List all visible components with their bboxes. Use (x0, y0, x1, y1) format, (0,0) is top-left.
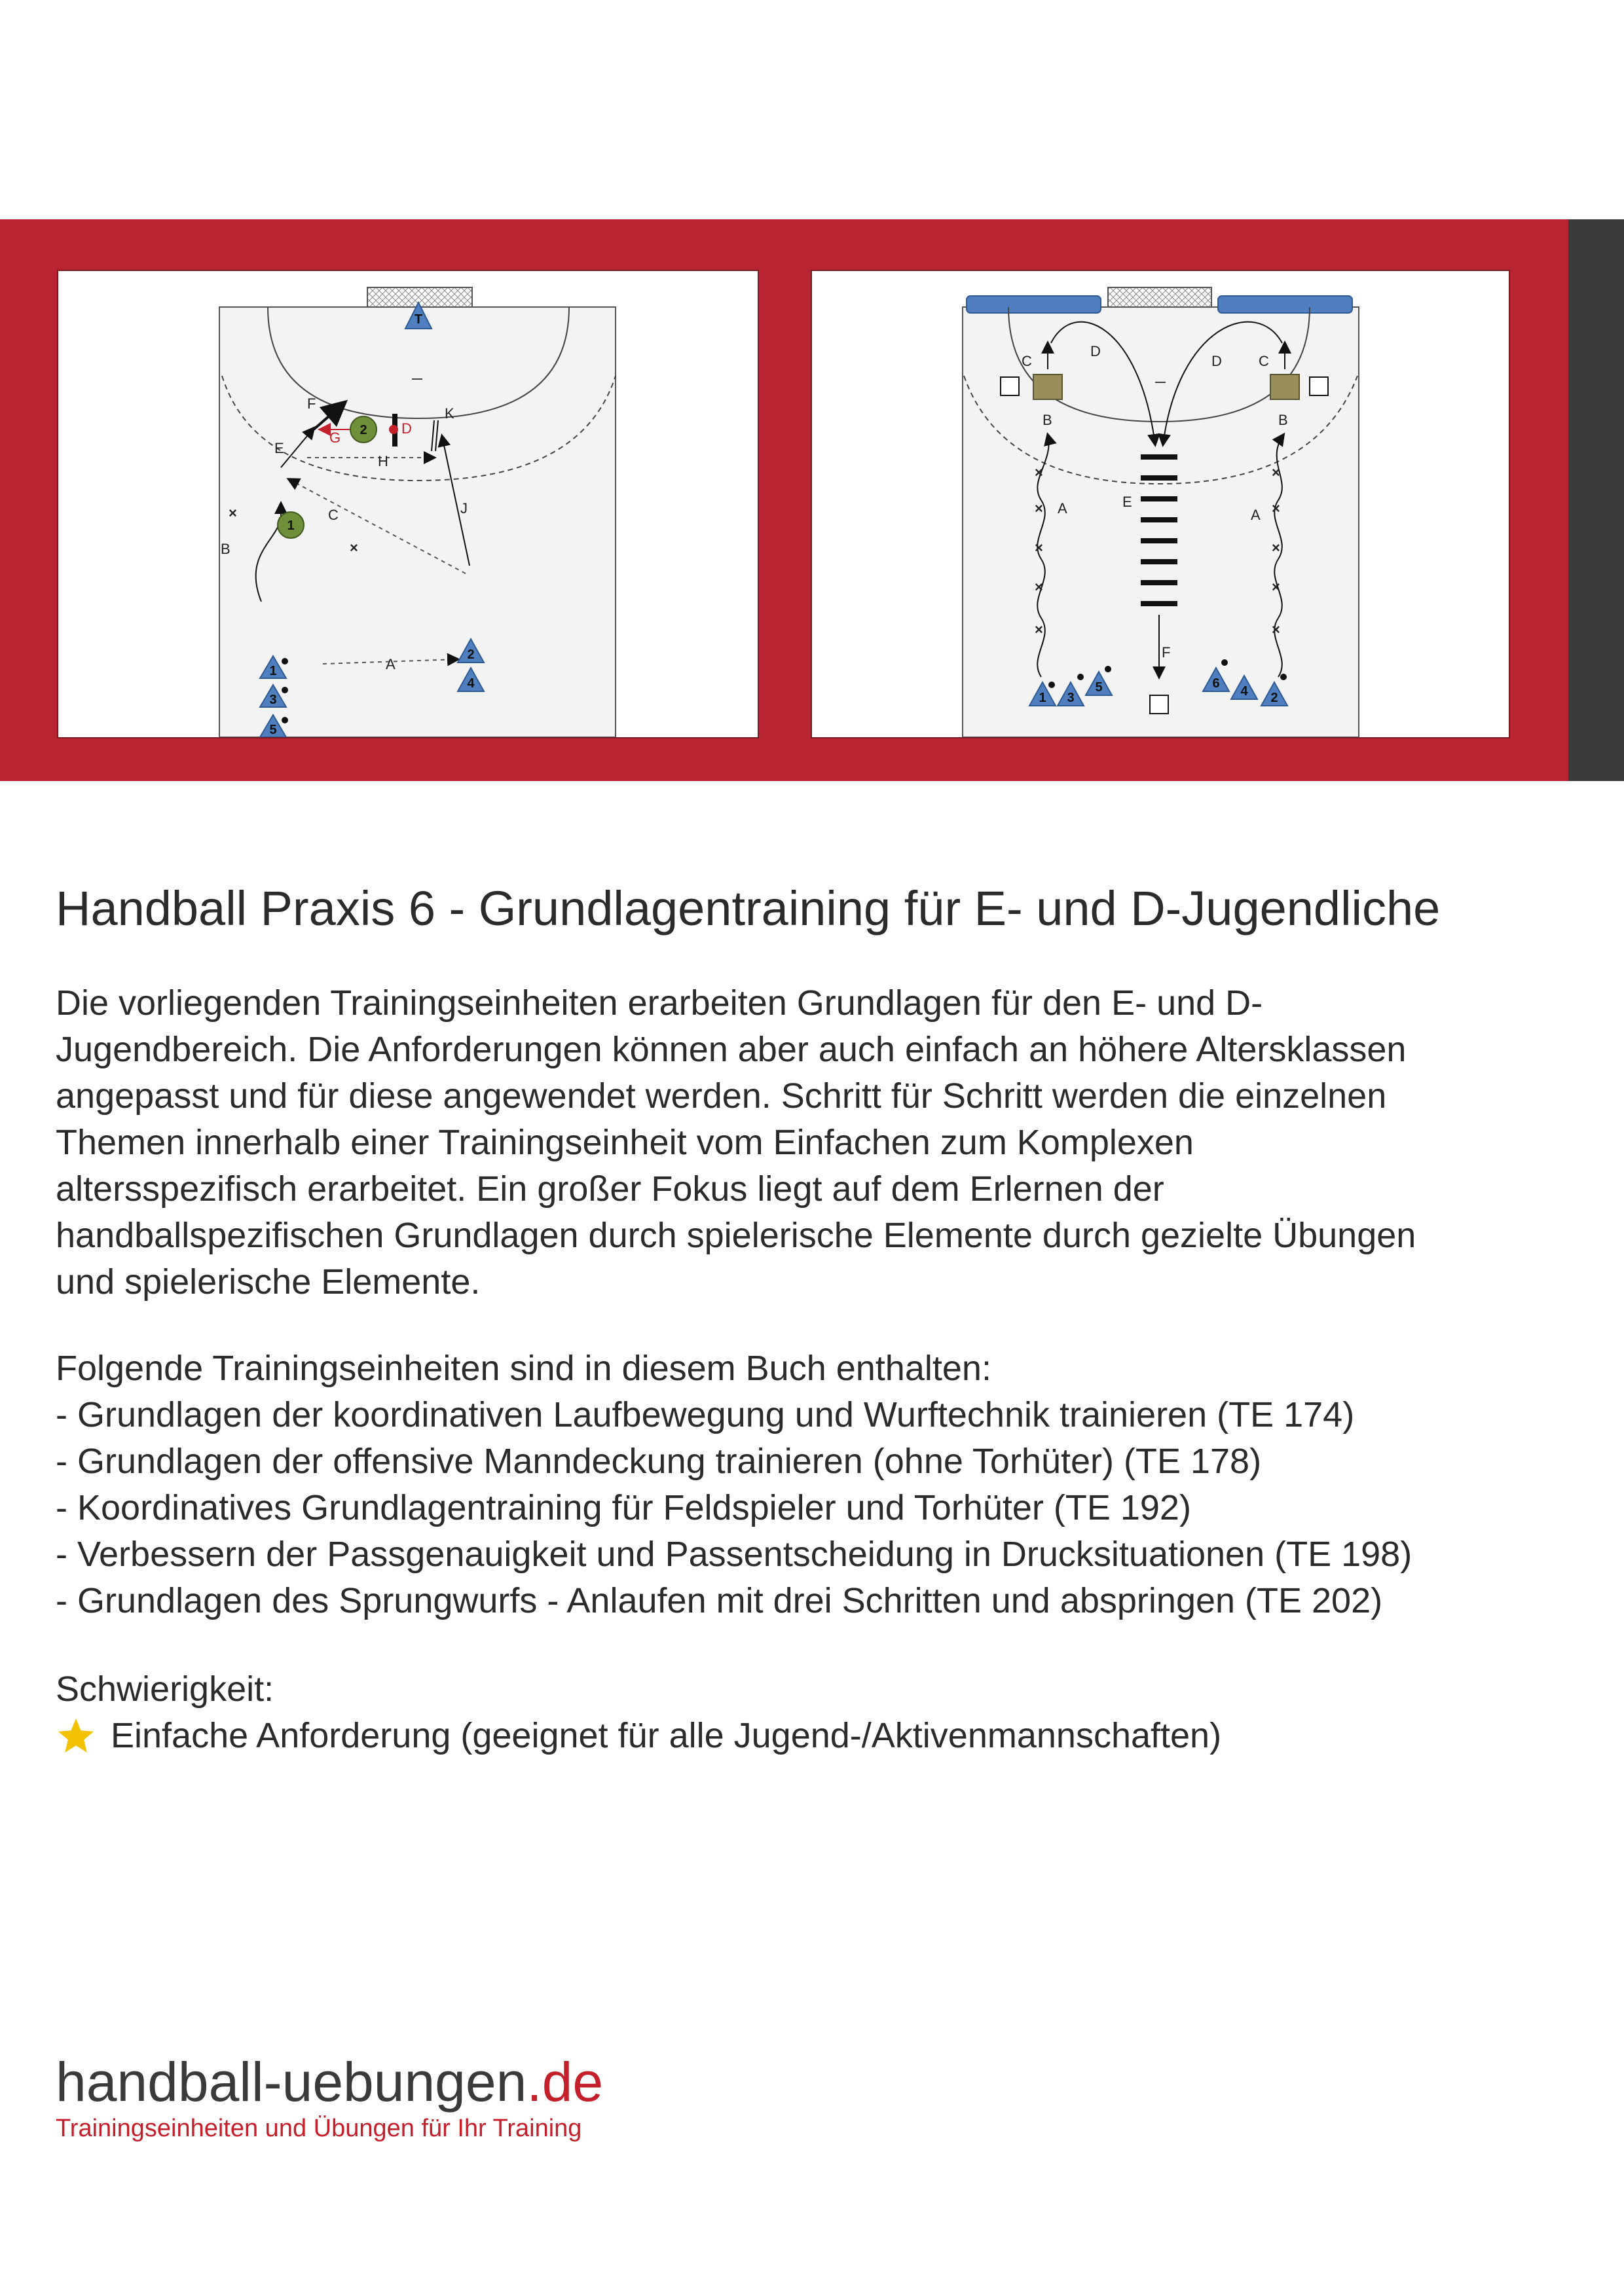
brand-name: handball-uebungen (56, 2051, 527, 2113)
svg-text:6: 6 (1212, 676, 1220, 691)
brand-tld: .de (526, 2051, 604, 2113)
box-right (1270, 374, 1299, 399)
defender-2-label: 2 (360, 423, 367, 437)
book-title: Handball Praxis 6 - Grundlagentraining für E- und D-Jugendliche (56, 881, 1441, 936)
label-c-right: C (1259, 353, 1269, 369)
mat-icon-right (1310, 377, 1328, 395)
label-j: J (460, 500, 468, 517)
svg-text:2: 2 (467, 647, 475, 662)
label-e: E (274, 440, 284, 456)
label-b-left: B (1043, 412, 1052, 428)
svg-text:1: 1 (269, 664, 277, 678)
intro-line: und spielerische Elemente. (56, 1262, 481, 1302)
label-d: D (401, 420, 412, 437)
court-drawing-left (58, 271, 758, 737)
svg-text:×: × (1272, 539, 1280, 556)
label-b-right: B (1278, 412, 1288, 428)
svg-text:×: × (1272, 621, 1280, 638)
list-item: - Grundlagen der offensive Manndeckung trainieren (ohne Torhüter) (TE 178) (56, 1442, 1262, 1481)
label-g: G (329, 429, 341, 446)
goal-net (1108, 287, 1211, 307)
label-a-left: A (1058, 500, 1067, 517)
defender-1-label: 1 (287, 519, 295, 533)
box-left (1033, 374, 1062, 399)
list-item: - Grundlagen des Sprungwurfs - Anlaufen mit drei Schritten und abspringen (TE 202) (56, 1581, 1383, 1620)
exercise-diagram-right (811, 270, 1510, 738)
svg-text:×: × (1272, 464, 1280, 481)
intro-line: Jugendbereich. Die Anforderungen können aber auch einfach an höhere Altersklassen (56, 1030, 1407, 1069)
svg-text:1: 1 (1039, 691, 1046, 705)
cone-x: × (350, 539, 358, 556)
label-e: E (1122, 494, 1132, 510)
svg-text:×: × (1035, 464, 1043, 481)
svg-text:2: 2 (1270, 691, 1278, 705)
label-a-right: A (1251, 507, 1261, 523)
intro-line: angepasst und für diese angewendet werden. Schritt für Schritt werden die einzelnen (56, 1076, 1387, 1116)
cone-x: × (229, 505, 237, 521)
difficulty-text: Einfache Anforderung (geeignet für alle Jugend-/Aktivenmannschaften) (111, 1716, 1222, 1755)
intro-line: handballspezifischen Grundlagen durch spielerische Elemente durch gezielte Übungen (56, 1216, 1416, 1255)
svg-text:×: × (1272, 500, 1280, 517)
bench-right (1218, 296, 1352, 313)
svg-text:4: 4 (1240, 684, 1248, 699)
svg-text:5: 5 (1095, 680, 1103, 695)
label-b: B (221, 541, 231, 557)
label-k: K (445, 405, 454, 422)
svg-text:×: × (1035, 621, 1043, 638)
label-h: H (378, 453, 388, 469)
svg-text:×: × (1035, 539, 1043, 556)
label-d-right: D (1211, 353, 1222, 369)
difficulty-section (56, 1666, 1522, 1759)
ball-marker (389, 425, 398, 434)
mat-icon-left (1001, 377, 1019, 395)
intro-line: Themen innerhalb einer Trainingseinheit vom Einfachen zum Komplexen (56, 1123, 1194, 1162)
svg-text:3: 3 (269, 693, 277, 707)
intro-line: altersspezifisch erarbeitet. Ein großer Fokus liegt auf dem Erlernen der (56, 1169, 1164, 1209)
banner-side-bar (1568, 219, 1624, 781)
label-c-left: C (1022, 353, 1032, 369)
svg-text:×: × (1272, 579, 1280, 595)
intro-paragraph (56, 980, 1522, 1305)
svg-text:×: × (1035, 500, 1043, 517)
label-d-left: D (1090, 343, 1101, 359)
list-item: - Verbessern der Passgenauigkeit und Passentscheidung in Drucksituationen (TE 198) (56, 1535, 1412, 1574)
exercise-diagram-left (57, 270, 759, 738)
label-f: F (307, 395, 316, 412)
svg-text:4: 4 (467, 676, 475, 691)
list-item: - Grundlagen der koordinativen Laufbewegung und Wurftechnik trainieren (TE 174) (56, 1395, 1355, 1434)
svg-text:3: 3 (1067, 691, 1075, 705)
label-f: F (1162, 644, 1171, 661)
svg-text:×: × (1035, 579, 1043, 595)
units-heading: Folgende Trainingseinheiten sind in diesem Buch enthalten: (56, 1349, 991, 1388)
bench-left (967, 296, 1101, 313)
list-item: - Koordinatives Grundlagentraining für Feldspieler und Torhüter (TE 192) (56, 1488, 1191, 1527)
label-c: C (328, 507, 339, 523)
intro-line: Die vorliegenden Trainingseinheiten erarbeiten Grundlagen für den E- und D- (56, 983, 1263, 1023)
svg-text:5: 5 (269, 723, 277, 737)
label-a: A (386, 656, 396, 672)
training-units-list (56, 1345, 1522, 1624)
brand-tagline: Trainingseinheiten und Übungen für Ihr Training (56, 2115, 582, 2142)
difficulty-heading: Schwierigkeit: (56, 1669, 274, 1709)
goalkeeper-label: T (414, 312, 423, 327)
brand-logo (56, 2050, 603, 2114)
star-icon (56, 1716, 96, 1757)
mat-icon-bottom (1150, 695, 1168, 714)
court-drawing-right (812, 271, 1509, 737)
